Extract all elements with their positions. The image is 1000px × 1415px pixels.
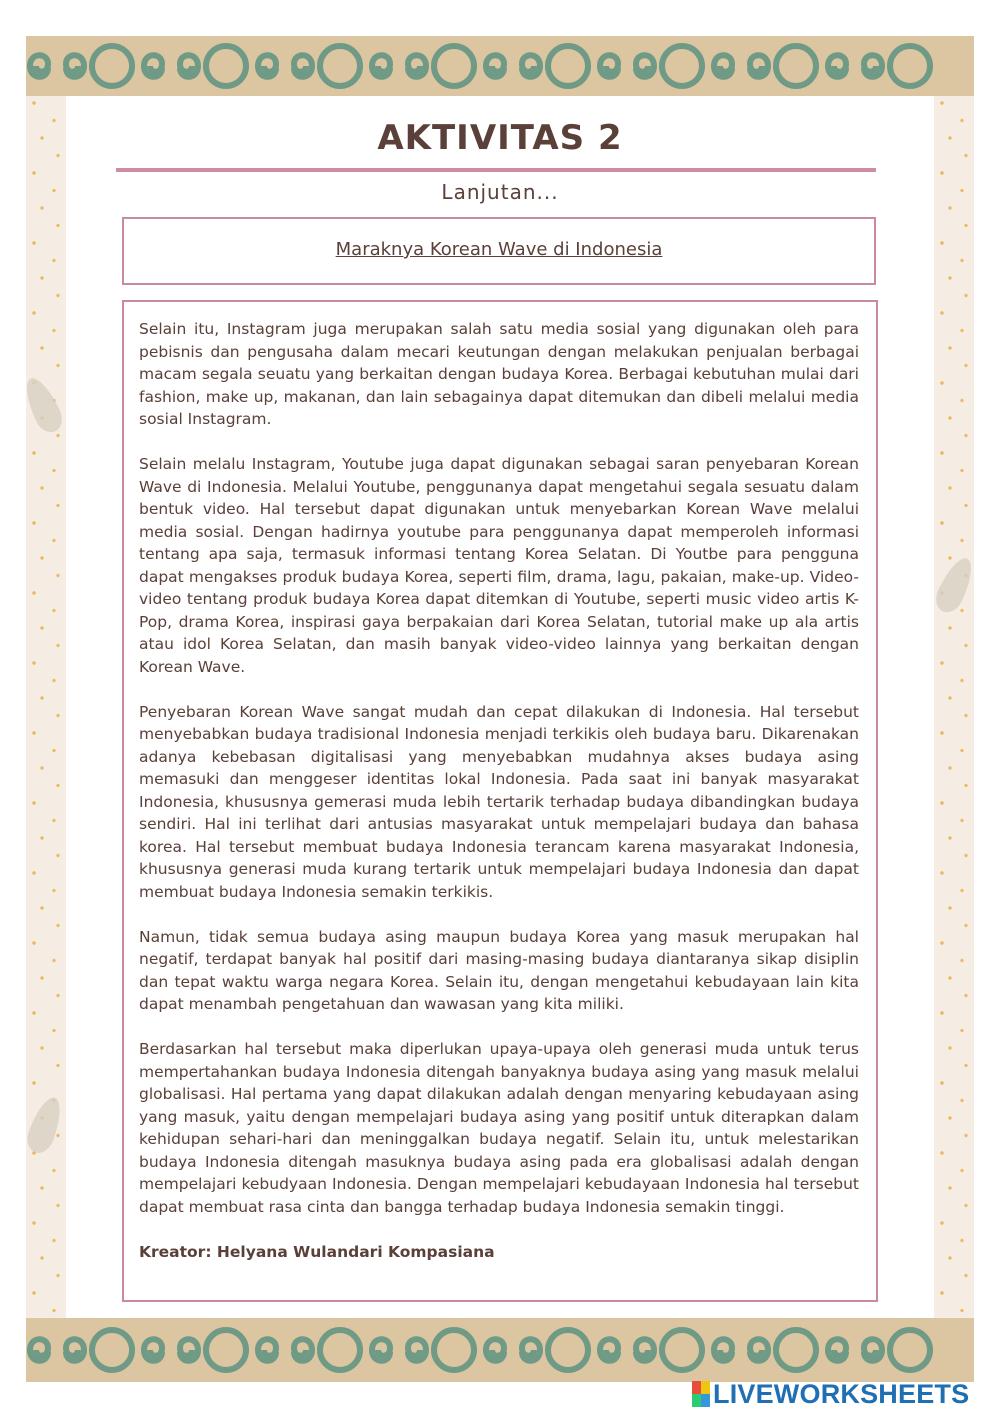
logo-text: LIVEWORKSHEETS bbox=[713, 1378, 970, 1409]
top-ornamental-band bbox=[26, 36, 974, 96]
article-paragraph: Selain itu, Instagram juga merupakan salah satu media sosial yang digunakan oleh para pebisnis dan pengusaha dalam mecari keutungan dengan melakukan penjualan berbagai macam segala seuatu yang berkaitan dengan budaya Korea. Berbagai kebutuhan mulai dari fashion, make up, makanan, dan lain sebagainya dapat ditemukan dan dibeli melalui media sosial Instagram. bbox=[139, 320, 859, 428]
left-decorative-border bbox=[26, 96, 66, 1318]
liveworksheets-logo[interactable] bbox=[692, 1377, 969, 1411]
scroll-pattern-icon bbox=[26, 36, 974, 96]
leaf-icon bbox=[931, 553, 979, 617]
article-paragraph: Selain melalu Instagram, Youtube juga dapat digunakan sebagai saran penyebaran Korean Wave di Indonesia. Melalui Youtube, penggunanya dapat mengetahui segala sesuatu dalam bentuk video. Hal tersebut dapat digunakan untuk menyebarkan Korean Wave melalui media sosial. Dengan hadirnya youtube para penggunanya dapat memperoleh informasi tentang apa saja, termasuk informasi tentang Korea Selatan. Di Youtbe para pengguna dapat mengakses produk budaya Korea, seperti film, drama, lagu, pakaian, make-up. Video-video tentang produk budaya Korea dapat ditemkan di Youtube, seperti music video artis K-Pop, drama Korea, inspirasi gaya berpakaian dari Korea Selatan, tutorial make up ala artis atau idol Korea Selatan, dan masih banyak video-video lainnya yang berkaitan dengan Korean Wave. bbox=[139, 455, 859, 676]
title-divider bbox=[116, 168, 876, 172]
leaf-icon bbox=[19, 373, 67, 437]
article-paragraph: Namun, tidak semua budaya asing maupun budaya Korea yang masuk merupakan hal negatif, terdapat banyak hal positif dari masing-masing budaya diantaranya sikap disiplin dan tepat waktu warga negara Korea. Selain itu, dengan mengetahui kebudayaan lain kita dapat menambah pengetahuan dan wawasan yang kita miliki. bbox=[139, 927, 859, 1013]
leaf-icon bbox=[23, 1093, 67, 1156]
article-paragraph: Berdasarkan hal tersebut maka diperlukan upaya-upaya oleh generasi muda untuk terus mempertahankan budaya Indonesia ditengah banyaknya budaya asing yang masuk melalui globalisasi. Hal pertama yang dapat dilakukan adalah dengan menyaring kebudayaan asing yang masuk, yaitu dengan mempelajari budaya asing yang positif untuk diterapkan dalam kehidupan sehari-hari dan meninggalkan budaya negatif. Selain itu, untuk melestarikan budaya Indonesia ditengah masuknya budaya asing pada era globalisasi adalah dengan mempelajari kebudyaan Indonesia. Dengan mempelajari kebudayaan Indonesia hal tersebut dapat membuat rasa cinta dan bangga terhadap budaya Indonesia semakin tinggi. bbox=[139, 1040, 859, 1216]
creator-credit: Kreator: Helyana Wulandari Kompasiana bbox=[139, 1242, 495, 1261]
article-body bbox=[139, 318, 859, 1263]
article-paragraph: Penyebaran Korean Wave sangat mudah dan cepat dilakukan di Indonesia. Hal tersebut menyebabkan budaya tradisional Indonesia menjadi terkikis oleh budaya baru. Dikarenakan adanya kebebasan digitalisasi yang menyebabkan mudahnya akses budaya asing memasuki dan menggeser identitas lokal Indonesia. Pada saat ini banyak masyarakat Indonesia, khususnya gemerasi muda lebih tertarik terhadap budaya dibandingkan budaya sendiri. Hal ini terlihat dari antusias masyarakat untuk mempelajari budaya dan bahasa korea. Hal tersebut membuat budaya Indonesia terancam karena masyarakat Indonesia, khususnya generasi muda kurang tertarik untuk mempelajari budaya Indonesia dan dapat membuat budaya Indonesia semakin terkikis. bbox=[139, 702, 859, 901]
right-decorative-border bbox=[934, 96, 974, 1318]
article-box bbox=[122, 300, 878, 1302]
scroll-pattern-icon bbox=[26, 1318, 974, 1382]
bottom-ornamental-band bbox=[26, 1318, 974, 1382]
topic-heading: Maraknya Korean Wave di Indonesia bbox=[335, 239, 663, 260]
page-title: AKTIVITAS 2 bbox=[377, 118, 623, 158]
liveworksheets-logo-icon bbox=[692, 1381, 710, 1407]
page-subtitle: Lanjutan... bbox=[441, 180, 559, 204]
topic-heading-box bbox=[122, 217, 876, 285]
